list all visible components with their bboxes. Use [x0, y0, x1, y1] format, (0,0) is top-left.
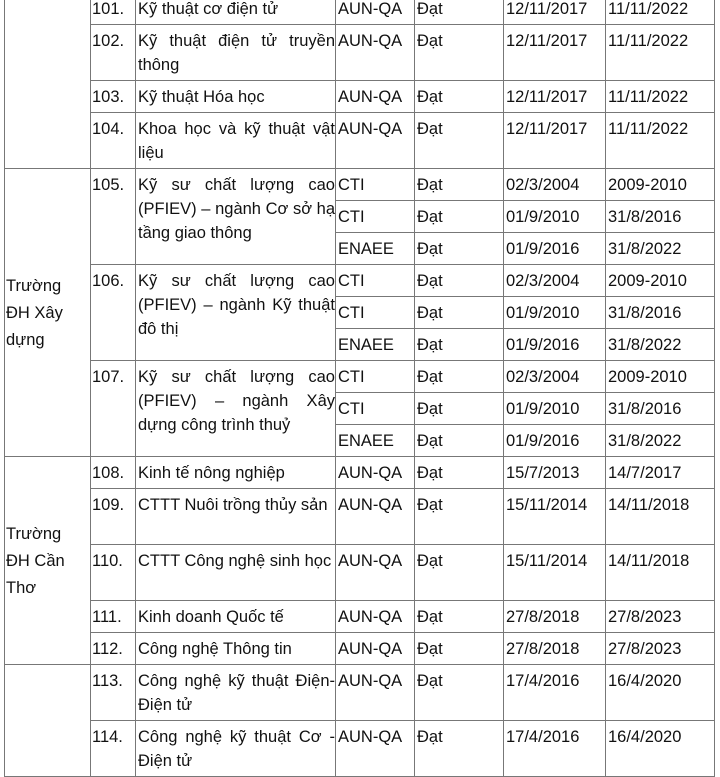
valid-from: 01/9/2016 — [504, 233, 606, 265]
accreditation-org: CTI — [336, 393, 415, 425]
valid-to: 27/8/2023 — [606, 633, 715, 665]
valid-from: 01/9/2010 — [504, 393, 606, 425]
valid-from: 01/9/2010 — [504, 201, 606, 233]
program-name: Kinh doanh Quốc tế — [136, 601, 336, 633]
valid-from: 12/11/2017 — [504, 25, 606, 81]
program-number: 104. — [91, 113, 136, 169]
valid-to: 11/11/2022 — [606, 0, 715, 25]
valid-from: 17/4/2016 — [504, 665, 606, 721]
valid-to: 11/11/2022 — [606, 113, 715, 169]
valid-from: 17/4/2016 — [504, 721, 606, 777]
accreditation-org: AUN-QA — [336, 81, 415, 113]
accreditation-org: AUN-QA — [336, 0, 415, 25]
valid-to: 2009-2010 — [606, 361, 715, 393]
program-number: 112. — [91, 633, 136, 665]
table-row — [5, 0, 715, 25]
valid-to: 31/8/2022 — [606, 233, 715, 265]
table-row — [5, 721, 715, 777]
accreditation-org: ENAEE — [336, 329, 415, 361]
program-name: Công nghệ kỹ thuật Cơ - Điện tử — [136, 721, 336, 777]
result-cell: Đạt — [415, 113, 504, 169]
program-name: CTTT Công nghệ sinh học — [136, 545, 336, 601]
valid-from: 12/11/2017 — [504, 0, 606, 25]
accreditation-org: AUN-QA — [336, 489, 415, 545]
valid-to: 2009-2010 — [606, 265, 715, 297]
accreditation-org: ENAEE — [336, 425, 415, 457]
program-name: Kỹ thuật điện tử truyền thông — [136, 25, 336, 81]
valid-from: 12/11/2017 — [504, 113, 606, 169]
accreditation-org: AUN-QA — [336, 665, 415, 721]
program-number: 111. — [91, 601, 136, 633]
table-row — [5, 601, 715, 633]
result-cell: Đạt — [415, 545, 504, 601]
table-row — [5, 665, 715, 721]
university-cell — [5, 665, 91, 777]
accreditation-org: ENAEE — [336, 233, 415, 265]
table-row — [5, 25, 715, 81]
program-name: CTTT Nuôi trồng thủy sản — [136, 489, 336, 545]
result-cell: Đạt — [415, 489, 504, 545]
valid-from: 02/3/2004 — [504, 361, 606, 393]
result-cell: Đạt — [415, 0, 504, 25]
accreditation-org: CTI — [336, 297, 415, 329]
university-cell — [5, 0, 91, 169]
program-number: 110. — [91, 545, 136, 601]
program-number: 107. — [91, 361, 136, 457]
valid-from: 15/11/2014 — [504, 489, 606, 545]
table-body — [5, 0, 715, 777]
program-name: Kỹ thuật Hóa học — [136, 81, 336, 113]
valid-to: 14/11/2018 — [606, 545, 715, 601]
valid-to: 31/8/2016 — [606, 201, 715, 233]
valid-to: 14/7/2017 — [606, 457, 715, 489]
accreditation-org: AUN-QA — [336, 457, 415, 489]
result-cell: Đạt — [415, 81, 504, 113]
valid-from: 27/8/2018 — [504, 601, 606, 633]
university-cell: Trường ĐH Xây dựng — [5, 169, 91, 457]
result-cell: Đạt — [415, 457, 504, 489]
table-row — [5, 265, 715, 297]
accreditation-org: CTI — [336, 169, 415, 201]
program-name: Kỹ thuật cơ điện tử — [136, 0, 336, 25]
program-number: 106. — [91, 265, 136, 361]
program-name: Kỹ sư chất lượng cao (PFIEV) – ngành Xây dựng công trình thuỷ — [136, 361, 336, 457]
result-cell: Đạt — [415, 665, 504, 721]
accreditation-org: AUN-QA — [336, 633, 415, 665]
accreditation-org: CTI — [336, 265, 415, 297]
table-row — [5, 457, 715, 489]
accreditation-org: AUN-QA — [336, 721, 415, 777]
program-name: Công nghệ kỹ thuật Điện- Điện tử — [136, 665, 336, 721]
valid-to: 2009-2010 — [606, 169, 715, 201]
result-cell: Đạt — [415, 201, 504, 233]
accreditation-table — [4, 0, 715, 777]
valid-to: 31/8/2022 — [606, 425, 715, 457]
accreditation-org: AUN-QA — [336, 25, 415, 81]
result-cell: Đạt — [415, 169, 504, 201]
program-name: Kỹ sư chất lượng cao (PFIEV) – ngành Kỹ thuật đô thị — [136, 265, 336, 361]
program-number: 102. — [91, 25, 136, 81]
accreditation-org: AUN-QA — [336, 545, 415, 601]
program-number: 114. — [91, 721, 136, 777]
accreditation-org: CTI — [336, 361, 415, 393]
valid-to: 27/8/2023 — [606, 601, 715, 633]
result-cell: Đạt — [415, 265, 504, 297]
valid-from: 02/3/2004 — [504, 169, 606, 201]
valid-from: 01/9/2010 — [504, 297, 606, 329]
program-number: 103. — [91, 81, 136, 113]
valid-to: 31/8/2022 — [606, 329, 715, 361]
valid-from: 15/7/2013 — [504, 457, 606, 489]
valid-to: 31/8/2016 — [606, 393, 715, 425]
result-cell: Đạt — [415, 601, 504, 633]
valid-from: 02/3/2004 — [504, 265, 606, 297]
program-name: Kinh tế nông nghiệp — [136, 457, 336, 489]
result-cell: Đạt — [415, 721, 504, 777]
result-cell: Đạt — [415, 361, 504, 393]
accreditation-org: AUN-QA — [336, 113, 415, 169]
program-number: 108. — [91, 457, 136, 489]
result-cell: Đạt — [415, 393, 504, 425]
table-row — [5, 81, 715, 113]
valid-from: 12/11/2017 — [504, 81, 606, 113]
result-cell: Đạt — [415, 633, 504, 665]
valid-to: 16/4/2020 — [606, 665, 715, 721]
valid-from: 01/9/2016 — [504, 425, 606, 457]
program-name: Công nghệ Thông tin — [136, 633, 336, 665]
valid-to: 11/11/2022 — [606, 81, 715, 113]
program-number: 113. — [91, 665, 136, 721]
valid-to: 16/4/2020 — [606, 721, 715, 777]
result-cell: Đạt — [415, 329, 504, 361]
program-number: 105. — [91, 169, 136, 265]
table-row — [5, 169, 715, 201]
program-name: Kỹ sư chất lượng cao (PFIEV) – ngành Cơ sở hạ tầng giao thông — [136, 169, 336, 265]
valid-to: 31/8/2016 — [606, 297, 715, 329]
table-row — [5, 113, 715, 169]
result-cell: Đạt — [415, 233, 504, 265]
program-number: 109. — [91, 489, 136, 545]
program-number: 101. — [91, 0, 136, 25]
accreditation-org: AUN-QA — [336, 601, 415, 633]
program-name: Khoa học và kỹ thuật vật liệu — [136, 113, 336, 169]
university-cell: Trường ĐH Cần Thơ — [5, 457, 91, 665]
valid-from: 15/11/2014 — [504, 545, 606, 601]
valid-from: 27/8/2018 — [504, 633, 606, 665]
accreditation-org: CTI — [336, 201, 415, 233]
table-row — [5, 361, 715, 393]
result-cell: Đạt — [415, 297, 504, 329]
table-row — [5, 633, 715, 665]
result-cell: Đạt — [415, 25, 504, 81]
table-row — [5, 545, 715, 601]
valid-to: 14/11/2018 — [606, 489, 715, 545]
valid-to: 11/11/2022 — [606, 25, 715, 81]
valid-from: 01/9/2016 — [504, 329, 606, 361]
result-cell: Đạt — [415, 425, 504, 457]
table-row — [5, 489, 715, 545]
